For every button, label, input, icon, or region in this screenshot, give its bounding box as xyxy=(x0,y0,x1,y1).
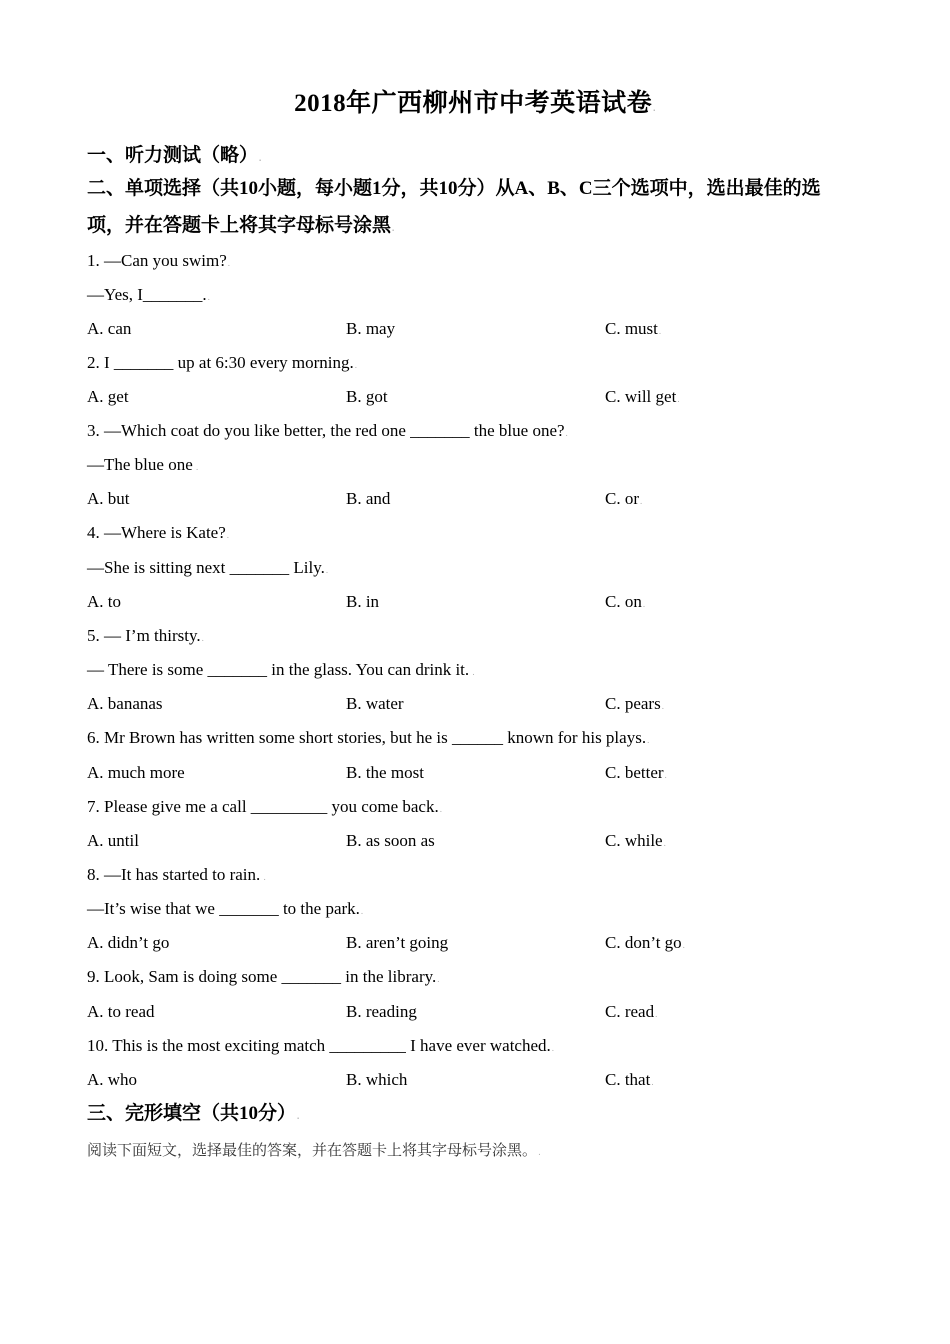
option-c: C. that. xyxy=(605,1070,654,1089)
question-8-line-2: —It’s wise that we _______ to the park.. xyxy=(87,899,364,918)
question-2-options xyxy=(87,386,867,408)
question-5-line-2: — There is some _______ in the glass. You can drink it. . xyxy=(87,660,475,679)
option-b: B. water xyxy=(346,694,404,713)
question-1-options xyxy=(87,318,867,340)
section-listening-heading: 一、听力测试（略）. xyxy=(87,145,262,166)
question-10-options xyxy=(87,1069,867,1091)
option-a: A. until xyxy=(87,831,139,850)
option-b: B. reading xyxy=(346,1002,417,1021)
option-a: A. much more xyxy=(87,763,185,782)
question-2-line-1: 2. I _______ up at 6:30 every morning.. xyxy=(87,353,358,372)
option-b: B. may xyxy=(346,319,396,338)
option-a: A. who xyxy=(87,1070,138,1089)
question-7-options xyxy=(87,830,867,852)
option-b: B. in xyxy=(346,592,380,611)
option-c: C. better. xyxy=(605,763,667,782)
question-9-line-1: 9. Look, Sam is doing some _______ in the library.. xyxy=(87,967,440,986)
option-b: B. aren’t going xyxy=(346,933,449,952)
question-3-line-2: —The blue one . xyxy=(87,455,199,474)
option-a: A. get xyxy=(87,387,129,406)
option-c: C. don’t go. xyxy=(605,933,685,952)
question-6-options xyxy=(87,762,867,784)
option-b: B. got xyxy=(346,387,388,406)
option-a: A. to read xyxy=(87,1002,155,1021)
page-title: 2018年广西柳州市中考英语试卷. xyxy=(294,90,656,117)
option-c: C. on. xyxy=(605,592,646,611)
section-cloze-instruction: 阅读下面短文，选择最佳的答案，并在答题卡上将其字母标号涂黑。. xyxy=(87,1141,541,1159)
option-c: C. read. xyxy=(605,1002,658,1021)
question-1-line-1: 1. —Can you swim?. xyxy=(87,251,231,270)
question-8-line-1: 8. —It has started to rain. . xyxy=(87,865,266,884)
option-a: A. can xyxy=(87,319,132,338)
question-7-line-1: 7. Please give me a call _________ you come back.. xyxy=(87,797,442,816)
question-4-line-1: 4. —Where is Kate?. xyxy=(87,523,230,542)
option-c: C. must. xyxy=(605,319,662,338)
option-c: C. pears. xyxy=(605,694,664,713)
option-c: C. while. xyxy=(605,831,666,850)
question-10-line-1: 10. This is the most exciting match _________ I have ever watched.. xyxy=(87,1036,555,1055)
question-9-options xyxy=(87,1001,867,1023)
question-3-options xyxy=(87,488,867,510)
section-single-choice-heading-line2: 项，并在答题卡上将其字母标号涂黑. xyxy=(87,215,395,236)
option-a: A. to xyxy=(87,592,121,611)
option-c: C. or. xyxy=(605,489,643,508)
option-a: A. bananas xyxy=(87,694,163,713)
question-8-options xyxy=(87,932,867,954)
question-1-line-2: —Yes, I_______.. xyxy=(87,285,210,304)
section-single-choice-heading-line1: 二、单项选择（共10小题，每小题1分，共10分）从A、B、C三个选项中，选出最佳的选 xyxy=(87,178,821,199)
question-4-line-2: —She is sitting next _______ Lily.. xyxy=(87,558,329,577)
question-6-line-1: 6. Mr Brown has written some short stories, but he is ______ known for his plays.. xyxy=(87,728,650,747)
question-3-line-1: 3. —Which coat do you like better, the red one _______ the blue one?. xyxy=(87,421,568,440)
option-c: C. will get. xyxy=(605,387,680,406)
question-4-options xyxy=(87,591,867,613)
option-b: B. as soon as xyxy=(346,831,435,850)
option-a: A. didn’t go xyxy=(87,933,170,952)
option-b: B. which xyxy=(346,1070,408,1089)
option-b: B. and xyxy=(346,489,391,508)
option-a: A. but xyxy=(87,489,130,508)
option-b: B. the most xyxy=(346,763,424,782)
question-5-line-1: 5. — I’m thirsty.. xyxy=(87,626,204,645)
question-5-options xyxy=(87,693,867,715)
section-cloze-heading: 三、完形填空（共10分）. xyxy=(87,1103,300,1124)
